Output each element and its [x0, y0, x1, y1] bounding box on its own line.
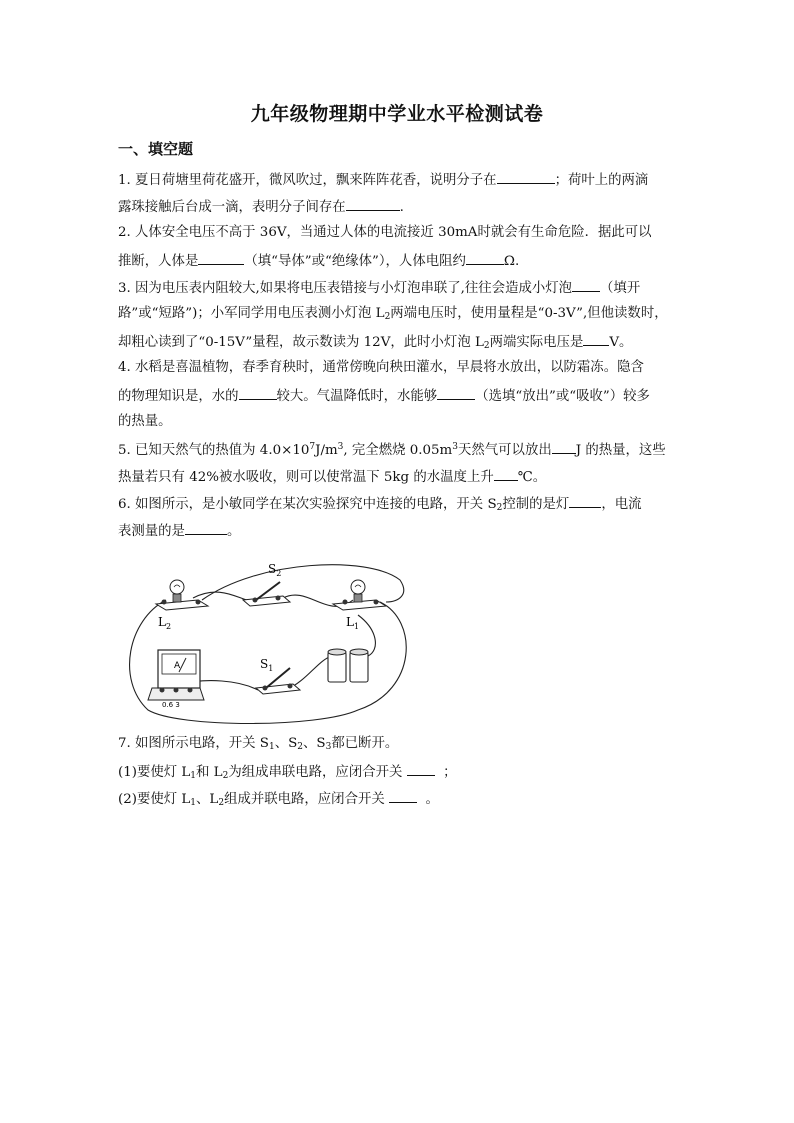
answer-blank[interactable]: [572, 278, 600, 292]
answer-blank[interactable]: [198, 251, 244, 265]
answer-blank[interactable]: [239, 386, 277, 400]
ammeter-letter: A: [174, 661, 181, 671]
q3-line-1: 3. 因为电压表内阻较大,如果将电压表错接与小灯泡串联了,往往会造成小灯泡 （填开: [118, 278, 678, 298]
q7-line-1: 7. 如图所示电路，开关 $S_1$、$S_2$、$S_3$都已断开。: [118, 736, 399, 752]
q4-line-1: 4. 水稻是喜温植物，春季育秧时，通常傍晚向秧田灌水，早晨将水放出，以防霜冻。隐含: [118, 360, 644, 375]
answer-blank[interactable]: [583, 332, 609, 346]
ammeter: [148, 650, 204, 700]
q4-line-2: 的物理知识是，水的 较大。气温降低时，水能够 （选填“放出”或“吸收”）较多: [118, 386, 678, 406]
answer-blank[interactable]: [552, 440, 576, 454]
circuit-diagram: [118, 560, 418, 730]
answer-blank[interactable]: [185, 521, 227, 535]
label-l1: $L_1$: [346, 615, 360, 631]
switch-s2: [243, 582, 290, 606]
label-l2: $L_2$: [158, 615, 172, 631]
q2-line-1: 2. 人体安全电压不高于 36V，当通过人体的电流接近 30mA时就会有生命危险．据此可以: [118, 225, 652, 240]
q6-line-1: 6. 如图所示，是小敏同学在某次实验探究中连接的电路，开关 $S_2$控制的是灯 ，电流: [118, 494, 678, 514]
q3-line-2: 路”或“短路”)；小军同学用电压表测小灯泡 $L_2$两端电压时，使用量程是“0-3V”,但他读数时，: [118, 306, 668, 322]
battery-pack: [328, 649, 368, 682]
answer-blank[interactable]: [569, 494, 601, 508]
answer-blank[interactable]: [346, 197, 400, 211]
ammeter-terminals: 0.6 3: [162, 701, 180, 709]
q7-line-3: (2)要使灯 $L_1$、$L_2$组成并联电路，应闭合开关 。: [118, 789, 678, 809]
switch-s1: [256, 668, 300, 694]
answer-blank[interactable]: [494, 467, 518, 481]
q1-line-2: 露珠接触后台成一滴，表明分子间存在 .: [118, 197, 678, 217]
answer-blank[interactable]: [437, 386, 475, 400]
section-heading: 一、填空题: [118, 140, 194, 158]
q5-line-2: 热量若只有 42%被水吸收，则可以使常温下 5kg 的水温度上升 ℃。: [118, 467, 678, 487]
label-s2: $S_2$: [268, 562, 282, 578]
bulb-l1: [333, 580, 386, 610]
answer-blank[interactable]: [407, 762, 435, 776]
q1-line-1: 1. 夏日荷塘里荷花盛开，微风吹过，飘来阵阵花香，说明分子在 ；荷叶上的两滴: [118, 170, 678, 190]
q5-line-1: 5. 已知天然气的热值为 $4.0\times 10^7J/m^3$, 完全燃烧 $0.05m^3$天然气可以放出 J 的热量，这些: [118, 442, 666, 458]
q7-line-2: (1)要使灯 $L_1$和 $L_2$为组成串联电路，应闭合开关 ；: [118, 762, 678, 782]
q4-line-3: 的热量。: [118, 414, 172, 429]
label-s1: $S_1$: [260, 657, 274, 673]
answer-blank[interactable]: [466, 251, 504, 265]
answer-blank[interactable]: [497, 170, 555, 184]
page-title: 九年级物理期中学业水平检测试卷: [250, 103, 544, 125]
answer-blank[interactable]: [389, 789, 417, 803]
q3-line-3: 却粗心读到了“0-15V”量程，故示数读为 12V，此时小灯泡 $L_2$两端实际电压是 V。: [118, 332, 678, 352]
q2-line-2: 推断，人体是 （填“导体”或“绝缘体”），人体电阻约 Ω.: [118, 251, 678, 271]
q6-line-2: 表测量的是 。: [118, 521, 678, 541]
